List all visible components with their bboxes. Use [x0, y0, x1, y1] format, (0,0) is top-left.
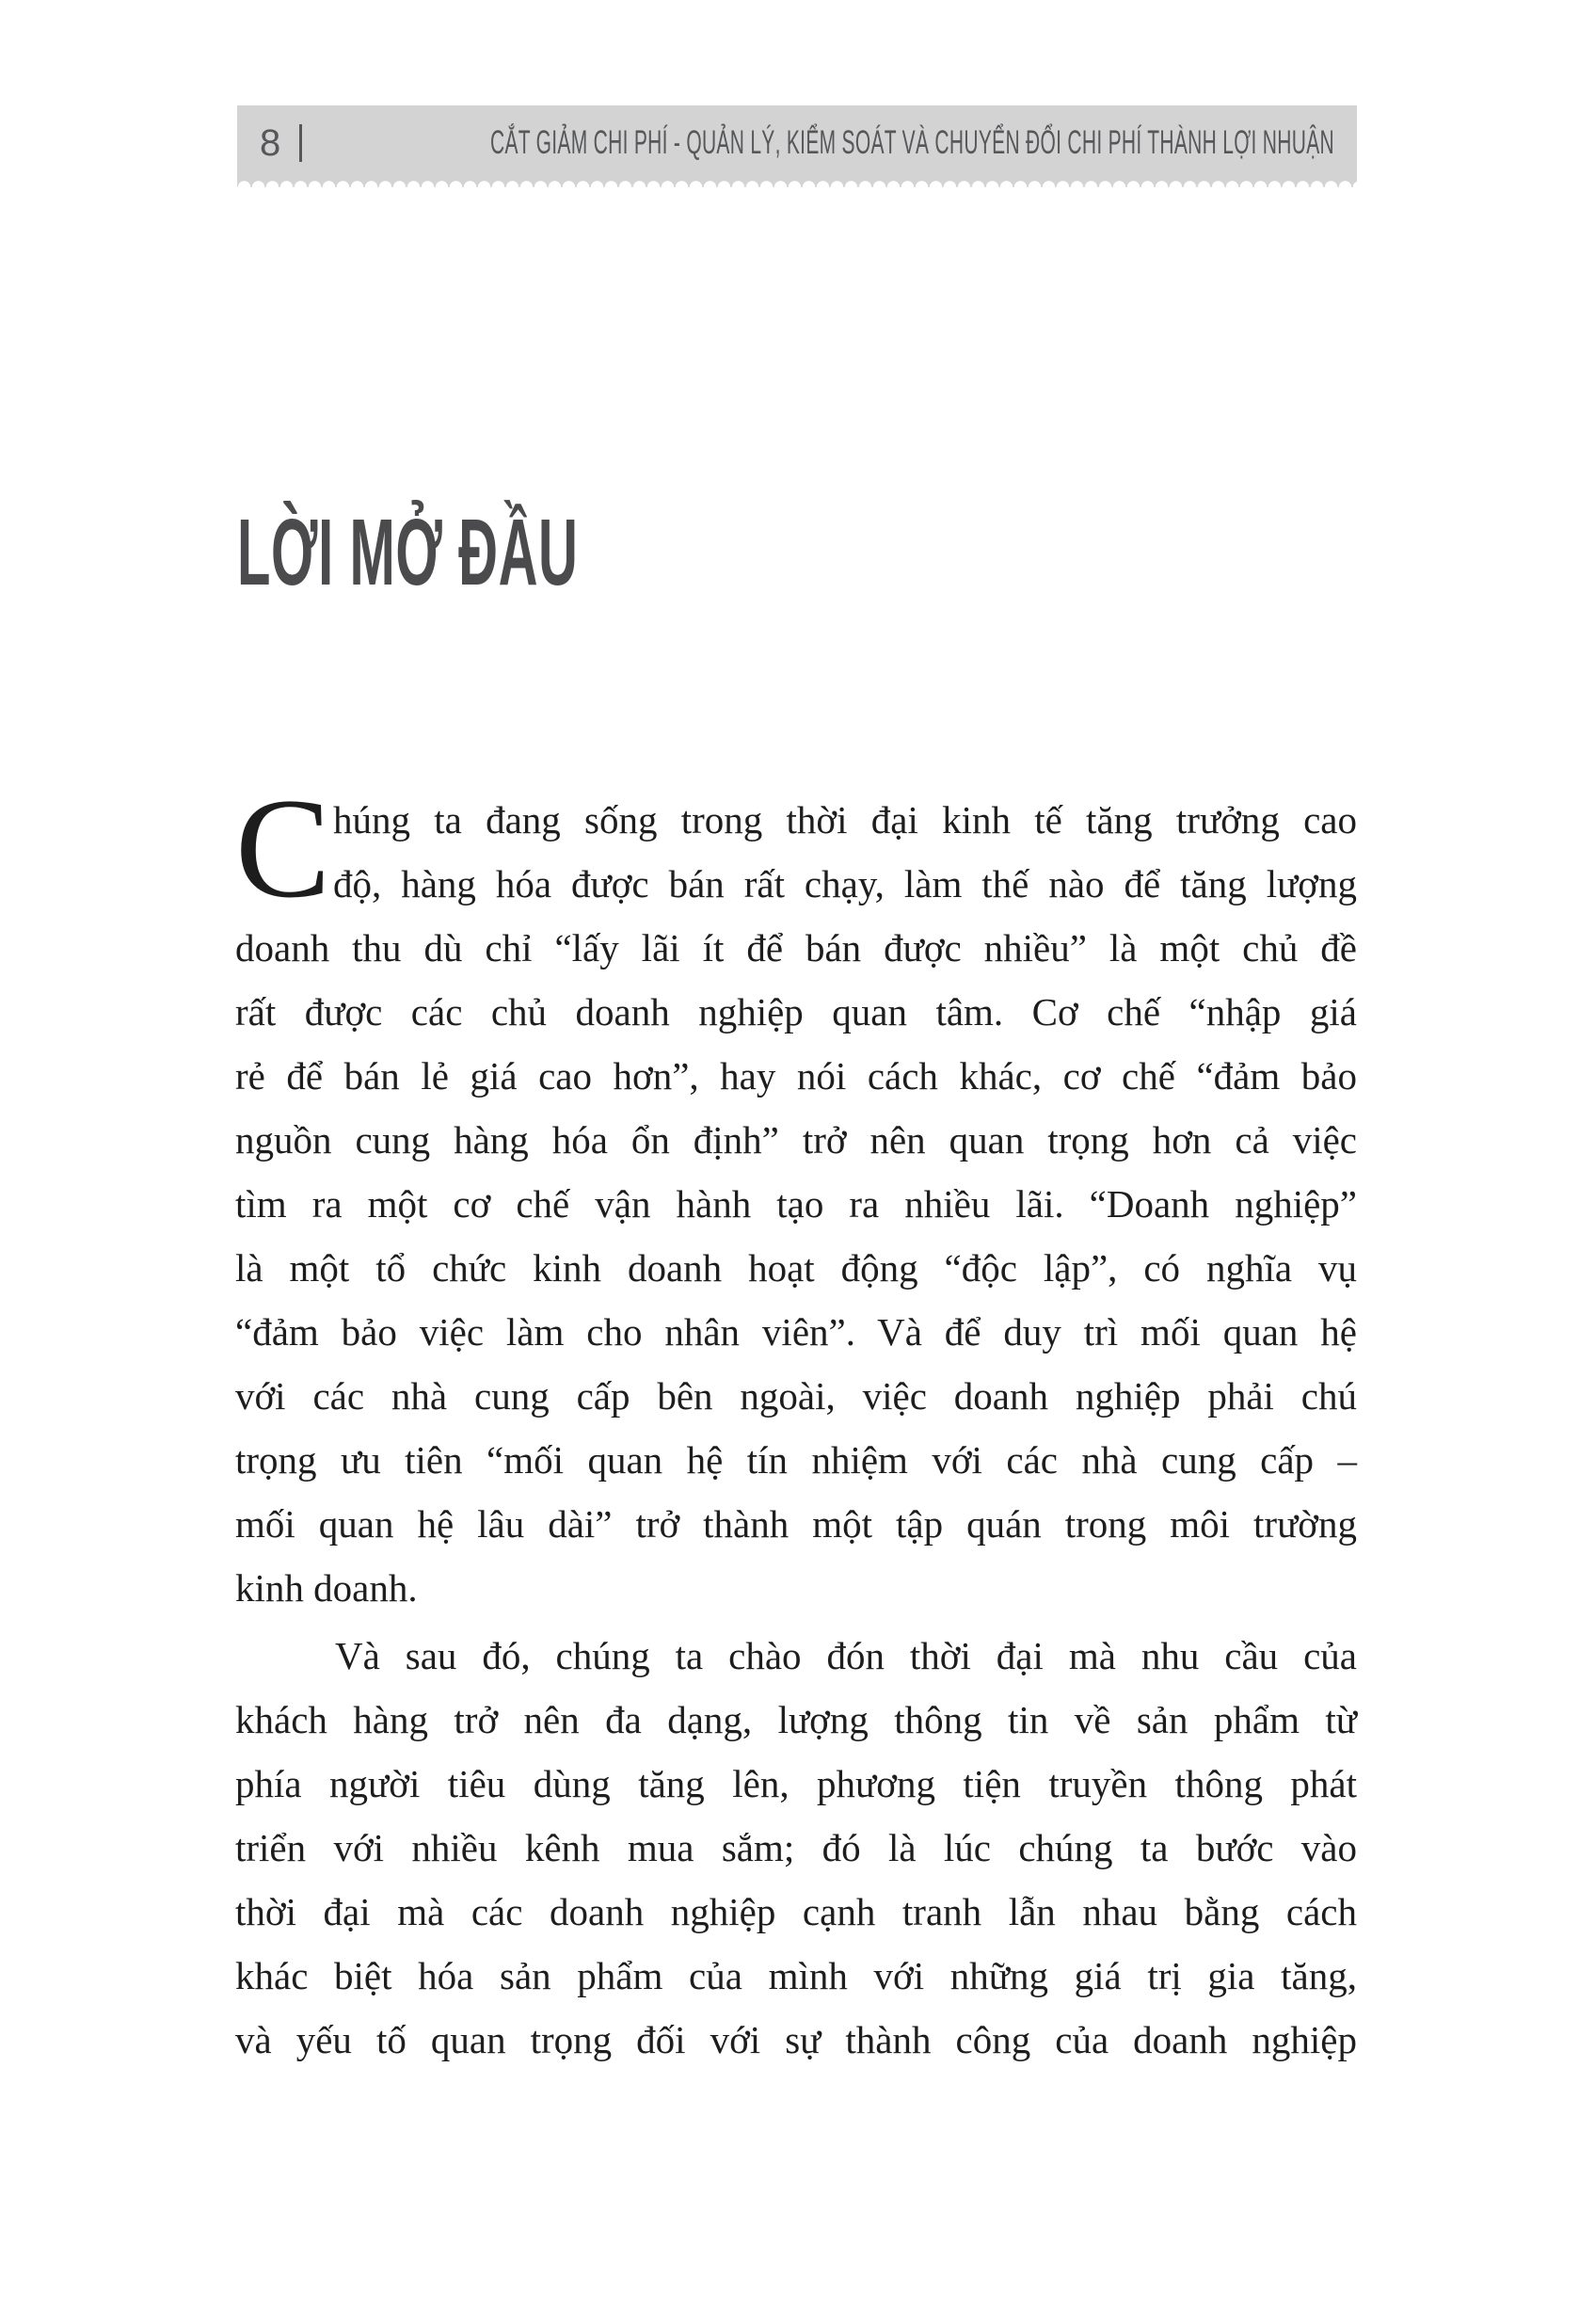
chapter-title: [237, 500, 825, 605]
text-line: Và sau đó, chúng ta chào đón thời đại mà nhu cầu của: [335, 1634, 1357, 1677]
text-line: trọng ưu tiên “mối quan hệ tín nhiệm với các nhà cung cấp –: [235, 1438, 1357, 1482]
text-line: thời đại mà các doanh nghiệp cạnh tranh lẫn nhau bằng cách: [235, 1890, 1357, 1933]
chapter-title-text: LỜI MỞ ĐẦU: [237, 500, 579, 605]
paragraph: [235, 1624, 1357, 2072]
text-line: rẻ để bán lẻ giá cao hơn”, hay nói cách khác, cơ chế “đảm bảo: [235, 1054, 1357, 1098]
running-title: CẮT GIẢM CHI PHÍ - QUẢN LÝ, KIỂM SOÁT VÀ CHUYỂN ĐỔI CHI PHÍ THÀNH LỢI NHUẬN: [490, 124, 1334, 161]
header-divider-bar: [299, 124, 302, 162]
text-line: với các nhà cung cấp bên ngoài, việc doanh nghiệp phải chú: [235, 1374, 1357, 1418]
drop-cap: C: [235, 769, 331, 927]
text-line: khác biệt hóa sản phẩm của mình với những giá trị gia tăng,: [235, 1954, 1357, 1997]
page-header-banner: [237, 105, 1357, 181]
text-line: khách hàng trở nên đa dạng, lượng thông tin về sản phẩm từ: [235, 1698, 1357, 1741]
page-number: 8: [260, 122, 281, 164]
text-line: rất được các chủ doanh nghiệp quan tâm. Cơ chế “nhập giá: [235, 990, 1357, 1034]
text-line: “đảm bảo việc làm cho nhân viên”. Và để duy trì mối quan hệ: [235, 1310, 1357, 1354]
text-line: triển với nhiều kênh mua sắm; đó là lúc chúng ta bước vào: [235, 1826, 1357, 1869]
text-line: doanh thu dù chỉ “lấy lãi ít để bán được nhiều” là một chủ đề: [235, 926, 1357, 970]
text-line: tìm ra một cơ chế vận hành tạo ra nhiều lãi. “Doanh nghiệp”: [235, 1182, 1357, 1226]
text-line: húng ta đang sống trong thời đại kinh tế tăng trưởng cao: [333, 798, 1357, 841]
paragraph: [235, 769, 1357, 1620]
text-line: phía người tiêu dùng tăng lên, phương tiện truyền thông phát: [235, 1762, 1357, 1805]
text-line: và yếu tố quan trọng đối với sự thành công của doanh nghiệp: [235, 2018, 1357, 2061]
text-line: độ, hàng hóa được bán rất chạy, làm thế nào để tăng lượng: [333, 862, 1357, 906]
text-line: mối quan hệ lâu dài” trở thành một tập quán trong môi trường: [235, 1502, 1357, 1546]
body-text: [235, 769, 1357, 2072]
text-line: nguồn cung hàng hóa ổn định” trở nên quan trọng hơn cả việc: [235, 1118, 1357, 1162]
text-line: là một tổ chức kinh doanh hoạt động “độc lập”, có nghĩa vụ: [235, 1246, 1357, 1290]
text-line: kinh doanh.: [235, 1566, 418, 1610]
